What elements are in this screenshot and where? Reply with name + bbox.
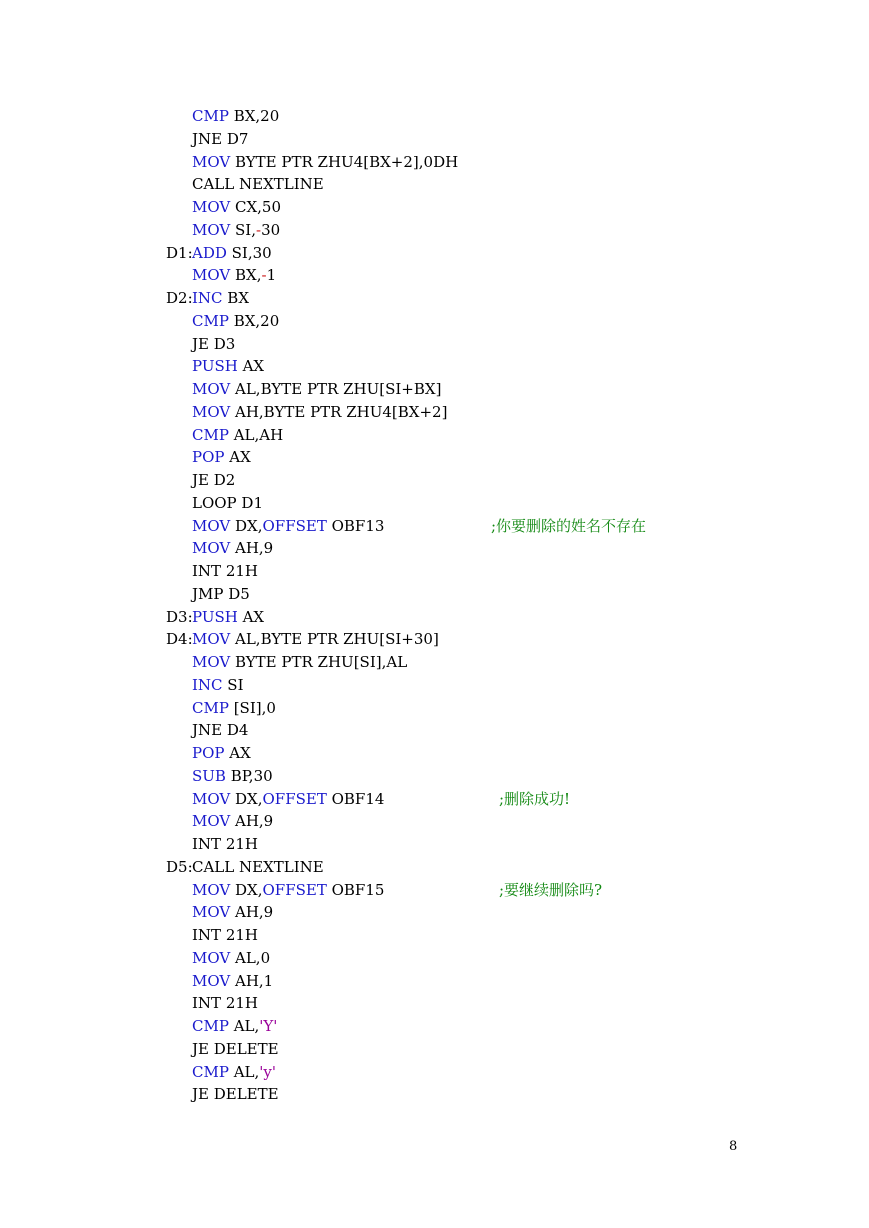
code-line [166,287,458,310]
code-label: D3: [166,607,193,626]
code-line [166,446,458,469]
code-line [166,970,458,993]
code-line [166,628,458,651]
code-text: BX,20 [228,107,280,125]
code-line [166,674,458,697]
code-text: SI,30 [226,243,272,262]
code-keyword: OFFSET [262,516,327,535]
code-keyword: MOV [192,539,231,558]
code-text: OBF15 [326,880,385,899]
code-string: 'y' [259,1062,277,1081]
code-text: JE DELETE [192,1039,279,1058]
code-keyword: MOV [192,266,231,285]
code-line [166,401,458,424]
code-keyword: ADD [192,243,227,262]
code-line [166,469,458,492]
code-line [166,355,458,378]
code-line [166,173,458,196]
code-keyword: CMP [192,1062,229,1081]
code-comment: ;删除成功! [499,789,571,808]
code-line [166,264,458,287]
code-line [166,992,458,1015]
code-text: INT 21H [192,835,258,853]
code-keyword: CMP [192,1017,229,1035]
code-keyword: MOV [192,789,231,808]
code-label: D5: [166,857,193,876]
code-text: JNE D4 [192,721,249,740]
code-keyword: INC [192,675,223,694]
code-line [166,583,458,606]
code-line [166,1061,458,1084]
code-line [166,833,458,856]
code-line [166,219,458,242]
code-line [166,151,458,174]
code-line [166,1038,458,1061]
code-line [166,242,458,265]
code-text: SI, [230,220,256,239]
code-keyword: CMP [192,425,229,444]
code-keyword: PUSH [192,607,238,626]
code-keyword: MOV [192,880,231,899]
code-text: CX,50 [230,198,282,216]
code-keyword: CMP [192,311,229,330]
code-keyword: MOV [192,402,231,421]
code-text: CALL NEXTLINE [192,857,324,876]
code-keyword: OFFSET [262,880,327,899]
code-keyword: SUB [192,766,226,785]
code-keyword: MOV [192,812,231,831]
code-line [166,196,458,219]
code-text: CALL NEXTLINE [192,175,324,194]
code-line [166,765,458,788]
code-keyword: MOV [192,380,231,398]
code-comment: ;你要删除的姓名不存在 [491,516,647,535]
code-label: D1: [166,243,193,262]
code-line [166,810,458,833]
code-text: DX, [230,789,263,808]
code-text: BYTE PTR ZHU4[BX+2],0DH [230,152,459,171]
code-line [166,128,458,151]
code-text: OBF14 [326,789,385,808]
code-text: AL, [228,1017,260,1035]
code-text: AH,1 [230,971,274,990]
code-keyword: PUSH [192,357,238,376]
code-keyword: CMP [192,698,229,717]
code-sign: - [255,220,262,239]
code-line [166,333,458,356]
code-keyword: MOV [192,152,231,171]
code-line [166,492,458,515]
code-line [166,719,458,742]
code-text: AX [237,357,265,376]
code-text: INT 21H [192,926,258,944]
code-line [166,105,458,128]
code-text: DX, [230,516,263,535]
code-text: JE D2 [192,471,236,489]
code-text: AH,BYTE PTR ZHU4[BX+2] [230,402,448,421]
code-text: AH,9 [230,539,274,558]
code-line [166,1083,458,1106]
code-label: D4: [166,630,193,649]
code-keyword: POP [192,448,225,467]
code-text: AX [237,607,265,626]
page-number: 8 [729,1139,738,1154]
code-keyword: MOV [192,971,231,990]
code-label: D2: [166,289,193,307]
assembly-code-listing [166,105,647,1106]
code-keyword: MOV [192,630,231,649]
code-keyword: MOV [192,903,231,922]
code-keyword: OFFSET [262,789,327,808]
code-text: AX [224,448,251,467]
code-text: 30 [261,220,281,239]
code-keyword: INC [192,289,223,307]
code-text: BX,20 [228,311,280,330]
code-keyword: MOV [192,516,231,535]
code-text: AL,BYTE PTR ZHU[SI+30] [230,630,439,649]
code-keyword: MOV [192,198,231,216]
code-keyword: POP [192,744,225,762]
code-line [166,310,458,333]
code-sign: - [261,266,267,285]
code-line [166,856,458,879]
code-text: AL, [228,1062,260,1081]
code-line [166,947,458,970]
code-text: INT 21H [192,994,258,1013]
code-text: AL,AH [228,425,284,444]
code-keyword: MOV [192,220,231,239]
code-text: BP,30 [225,766,273,785]
code-line [166,788,571,811]
code-line [166,606,458,629]
code-text: JE DELETE [192,1085,279,1104]
code-line [166,424,458,447]
code-line [166,651,458,674]
code-text: JNE D7 [192,129,249,148]
code-line [166,1015,458,1038]
code-text: AL,BYTE PTR ZHU[SI+BX] [230,380,442,398]
code-string: 'Y' [259,1017,278,1035]
code-text: AX [224,744,251,762]
code-comment: ;要继续删除吗? [499,880,603,899]
code-keyword: CMP [192,107,229,125]
code-text: BX [222,289,250,307]
code-keyword: MOV [192,653,231,671]
code-line [166,697,458,720]
code-text: AH,9 [230,812,274,831]
code-text: 1 [266,266,277,285]
code-text: BYTE PTR ZHU[SI],AL [230,653,408,671]
code-text: INT 21H [192,562,258,580]
code-line [166,515,647,538]
code-keyword: MOV [192,948,231,967]
code-text: SI [222,675,244,694]
code-line [166,560,458,583]
code-text: AL,0 [230,948,271,967]
code-text: [SI],0 [228,698,276,717]
code-line [166,901,458,924]
code-text: JMP D5 [192,584,250,603]
code-line [166,378,458,401]
code-text: LOOP D1 [192,493,263,512]
code-line [166,742,458,765]
code-line [166,879,603,902]
code-text: DX, [230,880,263,899]
code-line [166,924,458,947]
code-text: JE D3 [192,334,236,353]
code-text: BX, [230,266,262,285]
code-text: OBF13 [326,516,385,535]
code-line [166,537,458,560]
code-text: AH,9 [230,903,274,922]
